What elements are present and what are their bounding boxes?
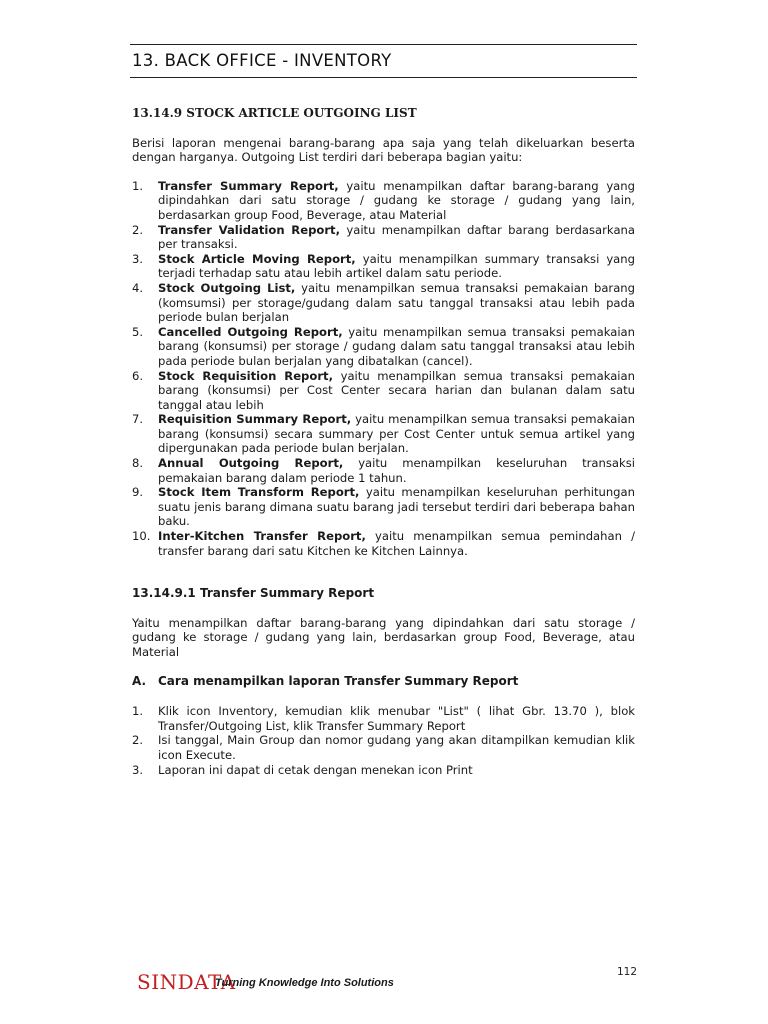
list-item — [132, 252, 635, 281]
list-item — [132, 485, 635, 529]
step-number: 1. — [132, 704, 144, 719]
list-item — [132, 456, 635, 485]
page-number: 112 — [617, 966, 638, 978]
list-item-text: yaitu menampilkan semua transaksi pemakaian barang (komsumsi) per storage/gudang dalam satu tanggal transaksi atau lebih pada periode bulan berjalan — [158, 280, 636, 325]
step-text: Laporan ini dapat di cetak dengan menekan icon Print — [158, 762, 473, 777]
list-item-text: yaitu menampilkan semua transaksi pemakaian barang (konsumsi) secara summary per Cost Center untuk semua artikel yang dipergunakan pada periode bulan berjalan. — [158, 412, 635, 456]
footer-tagline: Turning Knowledge Into Solutions — [215, 977, 394, 989]
step-item — [132, 704, 635, 733]
sindata-logo: SINDATA — [137, 970, 236, 994]
main-content — [132, 106, 635, 791]
list-item-text: yaitu menampilkan semua pemindahan / transfer barang dari satu Kitchen ke Kitchen Lainnya. — [158, 529, 636, 558]
list-item-title: Stock Article Moving Report, — [158, 251, 356, 266]
list-item-number: 10. — [132, 529, 151, 544]
list-item-title: Stock Item Transform Report, — [158, 485, 360, 500]
list-item — [132, 223, 635, 252]
list-item — [132, 281, 635, 325]
step-number: 2. — [132, 733, 144, 748]
list-item — [132, 529, 635, 558]
subsection-intro: Yaitu menampilkan daftar barang-barang yang dipindahkan dari satu storage / gudang ke storage / gudang yang lain, berdasarkan group Food, Beverage, atau Material — [132, 615, 635, 659]
list-item-text: yaitu menampilkan daftar barang berdasarkana per transaksi. — [158, 222, 635, 252]
part-a-letter: A. — [132, 673, 147, 688]
part-a-title: Cara menampilkan laporan Transfer Summary Report — [158, 673, 519, 688]
list-item-title: Annual Outgoing Report, — [158, 456, 344, 471]
part-a-heading — [132, 674, 635, 689]
header-rule-bottom — [130, 77, 637, 78]
list-item — [132, 179, 635, 223]
list-item — [132, 412, 635, 456]
list-item-text: yaitu menampilkan semua transaksi pemakaian barang (konsumsi) per storage / gudang dalam satu tanggal transaksi atau lebih pada periode bulan berjalan yang dibatalkan (cancel). — [158, 324, 635, 368]
list-item-title: Inter-Kitchen Transfer Report, — [158, 529, 366, 544]
list-item-number: 9. — [132, 485, 144, 500]
list-item-title: Requisition Summary Report, — [158, 412, 352, 427]
step-text: Isi tanggal, Main Group dan nomor gudang yang akan ditampilkan kemudian klik icon Execute. — [158, 733, 635, 762]
list-item-number: 1. — [132, 178, 144, 193]
list-item-title: Stock Requisition Report, — [158, 368, 333, 383]
step-number: 3. — [132, 762, 144, 777]
list-item-number: 8. — [132, 456, 144, 471]
list-item-text: yaitu menampilkan daftar barang-barang yang dipindahkan dari satu storage / gudang ke storage / gudang yang lain, berdasarkan group Food, Beverage, atau Material — [158, 178, 635, 222]
list-item-text: yaitu menampilkan semua transaksi pemakaian barang (konsumsi) per Cost Center secara harian dan bulanan dalam satu tanggal atau lebih — [158, 368, 635, 412]
list-item — [132, 369, 635, 413]
list-item-number: 4. — [132, 280, 144, 295]
list-item-number: 3. — [132, 251, 144, 266]
list-item-text: yaitu menampilkan keseluruhan perhitungan suatu jenis barang dimana suatu barang jadi tersebut terdiri dari beberapa bahan baku. — [158, 485, 635, 529]
list-item-number: 7. — [132, 412, 144, 427]
list-item-title: Cancelled Outgoing Report, — [158, 324, 343, 339]
step-text: Klik icon Inventory, kemudian klik menubar "List" ( lihat Gbr. 13.70 ), blok Transfer/Outgoing List, klik Transfer Summary Report — [158, 704, 635, 733]
section-intro: Berisi laporan mengenai barang-barang apa saja yang telah dikeluarkan beserta dengan harganya. Outgoing List terdiri dari beberapa bagian yaitu: — [132, 135, 635, 165]
list-item-title: Stock Outgoing List, — [158, 280, 296, 295]
step-item — [132, 733, 635, 762]
section-heading: 13.14.9 STOCK ARTICLE OUTGOING LIST — [132, 106, 417, 120]
subsection-heading: 13.14.9.1 Transfer Summary Report — [132, 586, 375, 601]
report-list — [132, 179, 635, 558]
chapter-title: 13. BACK OFFICE - INVENTORY — [132, 51, 392, 70]
list-item-number: 2. — [132, 222, 144, 237]
list-item-number: 6. — [132, 368, 144, 383]
steps-list — [132, 704, 635, 777]
list-item-text: yaitu menampilkan summary transaksi yang terjadi terhadap satu atau lebih artikel dalam satu periode. — [158, 251, 635, 281]
list-item-text: yaitu menampilkan keseluruhan transaksi pemakaian barang dalam periode 1 tahun. — [158, 456, 635, 485]
list-item-title: Transfer Summary Report, — [158, 178, 339, 193]
step-item — [132, 763, 635, 778]
list-item-number: 5. — [132, 324, 144, 339]
header-rule-top — [130, 44, 637, 45]
list-item — [132, 325, 635, 369]
list-item-title: Transfer Validation Report, — [158, 222, 341, 237]
